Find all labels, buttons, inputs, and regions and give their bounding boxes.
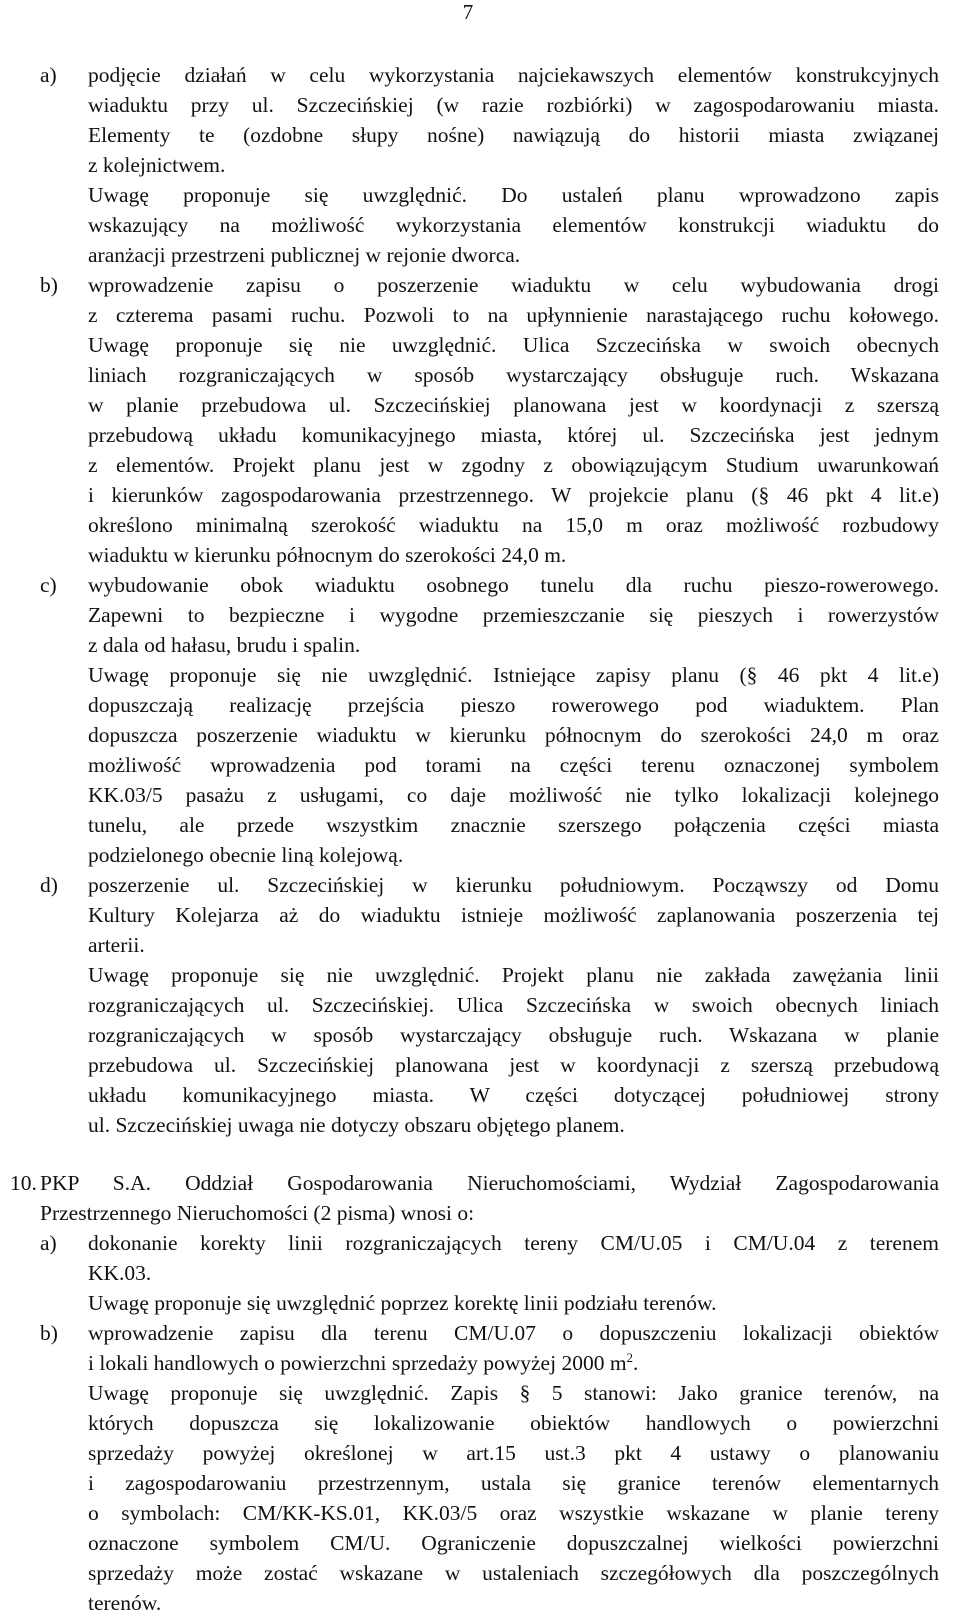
text-line: określono minimalną szerokość wiaduktu na 15,0 m oraz możliwość rozbudowy bbox=[88, 513, 939, 537]
list-item-10 bbox=[0, 1168, 960, 1198]
text-line: oznaczone symbolem CM/U. Ograniczenie dopuszczalnej wielkości powierzchni bbox=[88, 1531, 939, 1555]
list-item-10a bbox=[0, 1228, 960, 1258]
text-line: wiaduktu w kierunku północnym do szerokości 24,0 m. bbox=[88, 543, 567, 567]
text-line: tunelu, ale przede wszystkim znacznie szerszego połączenia części miasta bbox=[88, 813, 939, 837]
text-line: Uwagę proponuje się nie uwzględnić. Projekt planu nie zakłada zawężania linii bbox=[88, 963, 939, 987]
text-line: terenów. bbox=[88, 1591, 162, 1615]
text-line: z dala od hałasu, brudu i spalin. bbox=[88, 633, 361, 657]
text-line: Zapewni to bezpieczne i wygodne przemieszczanie się pieszych i rowerzystów bbox=[88, 603, 939, 627]
text-line: Przestrzennego Nieruchomości (2 pisma) wnosi o: bbox=[40, 1201, 475, 1225]
text-line: których dopuszcza się lokalizowanie obiektów handlowych o powierzchni bbox=[88, 1411, 939, 1435]
text-line: podjęcie działań w celu wykorzystania najciekawszych elementów konstrukcyjnych bbox=[88, 63, 939, 87]
text-line: ul. Szczecińskiej uwaga nie dotyczy obszaru objętego planem. bbox=[88, 1113, 625, 1137]
text-line: Uwagę proponuje się uwzględnić poprzez korektę linii podziału terenów. bbox=[88, 1291, 717, 1315]
text-line: PKP S.A. Oddział Gospodarowania Nieruchomościami, Wydział Zagospodarowania bbox=[40, 1171, 939, 1195]
document-body bbox=[0, 60, 960, 1618]
text-line: poszerzenie ul. Szczecińskiej w kierunku południowym. Począwszy od Domu bbox=[88, 873, 939, 897]
text-fragment: i lokali handlowych o powierzchni sprzedaży powyżej 2000 m bbox=[88, 1351, 627, 1375]
text-line: i zagospodarowaniu przestrzennym, ustala się granice terenów elementarnych bbox=[88, 1471, 939, 1495]
text-line: możliwość wprowadzenia pod torami na części terenu oznaczonej symbolem bbox=[88, 753, 939, 777]
text-line: dokonanie korekty linii rozgraniczających tereny CM/U.05 i CM/U.04 z terenem bbox=[88, 1231, 939, 1255]
text-line: Uwagę proponuje się nie uwzględnić. Istniejące zapisy planu (§ 46 pkt 4 lit.e) bbox=[88, 663, 939, 687]
text-line: dopuszczają realizację przejścia pieszo rowerowego pod wiaduktem. Plan bbox=[88, 693, 939, 717]
list-marker: a) bbox=[40, 63, 57, 87]
text-line: przebudowa ul. Szczecińskiej planowana jest w koordynacji z szerszą przebudową bbox=[88, 1053, 939, 1077]
list-marker: c) bbox=[40, 573, 57, 597]
text-line: liniach rozgraniczających w sposób wystarczający obsługuje ruch. Wskazana bbox=[88, 363, 939, 387]
text-line: z kolejnictwem. bbox=[88, 153, 226, 177]
list-item-9a bbox=[0, 60, 960, 90]
text-line: sprzedaży powyżej określonej w art.15 ust.3 pkt 4 ustawy o planowaniu bbox=[88, 1441, 939, 1465]
superscript: 2 bbox=[626, 1349, 634, 1365]
text-line: Kultury Kolejarza aż do wiaduktu istnieje możliwość zaplanowania poszerzenia tej bbox=[88, 903, 939, 927]
section-gap bbox=[0, 1140, 960, 1168]
text-line: KK.03. bbox=[88, 1261, 152, 1285]
text-line: aranżacji przestrzeni publicznej w rejonie dworca. bbox=[88, 243, 521, 267]
text-line: z elementów. Projekt planu jest w zgodny z obowiązującym Studium uwarunkowań bbox=[88, 453, 939, 477]
text-line: wprowadzenie zapisu o poszerzenie wiaduktu w celu wybudowania drogi bbox=[88, 273, 939, 297]
text-line: podzielonego obecnie liną kolejową. bbox=[88, 843, 404, 867]
text-line: i kierunków zagospodarowania przestrzennego. W projekcie planu (§ 46 pkt 4 lit.e) bbox=[88, 483, 939, 507]
text-line: wiaduktu przy ul. Szczecińskiej (w razie rozbiórki) w zagospodarowaniu miasta. bbox=[88, 93, 939, 117]
text-line: układu komunikacyjnego miasta. W części dotyczącej południowej strony bbox=[88, 1083, 939, 1107]
text-line: dopuszcza poszerzenie wiaduktu w kierunku północnym do szerokości 24,0 m oraz bbox=[88, 723, 939, 747]
text-line: Uwagę proponuje się uwzględnić. Zapis § 5 stanowi: Jako granice terenów, na bbox=[88, 1381, 939, 1405]
text-line: sprzedaży może zostać wskazane w ustaleniach szczegółowych dla poszczególnych bbox=[88, 1561, 939, 1585]
text-line: przebudową układu komunikacyjnego miasta, której ul. Szczecińska jest jednym bbox=[88, 423, 939, 447]
text-line: o symbolach: CM/KK-KS.01, KK.03/5 oraz wszystkie wskazane w planie tereny bbox=[88, 1501, 939, 1525]
text-line: wybudowanie obok wiaduktu osobnego tunelu dla ruchu pieszo-rowerowego. bbox=[88, 573, 939, 597]
list-item-10b bbox=[0, 1318, 960, 1348]
text-line: rozgraniczających w sposób wystarczający obsługuje ruch. Wskazana w planie bbox=[88, 1023, 939, 1047]
text-line: arterii. bbox=[88, 933, 145, 957]
text-fragment: . bbox=[633, 1351, 639, 1375]
text-line: Uwagę proponuje się nie uwzględnić. Ulica Szczecińska w swoich obecnych bbox=[88, 333, 939, 357]
list-item-9c bbox=[0, 570, 960, 600]
list-item-9d bbox=[0, 870, 960, 900]
list-item-9b bbox=[0, 270, 960, 300]
text-line: z czterema pasami ruchu. Pozwoli to na upłynnienie narastającego ruchu kołowego. bbox=[88, 303, 939, 327]
list-marker: d) bbox=[40, 873, 58, 897]
text-line bbox=[88, 1348, 939, 1378]
text-line: wskazujący na możliwość wykorzystania elementów konstrukcji wiaduktu do bbox=[88, 213, 939, 237]
text-line: wprowadzenie zapisu dla terenu CM/U.07 o dopuszczeniu lokalizacji obiektów bbox=[88, 1321, 939, 1345]
list-number: 10. bbox=[10, 1171, 37, 1195]
list-marker: b) bbox=[40, 273, 58, 297]
list-marker: a) bbox=[40, 1231, 57, 1255]
list-marker: b) bbox=[40, 1321, 58, 1345]
text-line: rozgraniczających ul. Szczecińskiej. Ulica Szczecińska w swoich obecnych liniach bbox=[88, 993, 939, 1017]
page-number: 7 bbox=[462, 0, 474, 24]
text-line: Elementy te (ozdobne słupy nośne) nawiązują do historii miasta związanej bbox=[88, 123, 939, 147]
text-line: Uwagę proponuje się uwzględnić. Do ustaleń planu wprowadzono zapis bbox=[88, 183, 939, 207]
text-line: w planie przebudowa ul. Szczecińskiej planowana jest w koordynacji z szerszą bbox=[88, 393, 939, 417]
text-line: KK.03/5 pasażu z usługami, co daje możliwość nie tylko lokalizacji kolejnego bbox=[88, 783, 939, 807]
